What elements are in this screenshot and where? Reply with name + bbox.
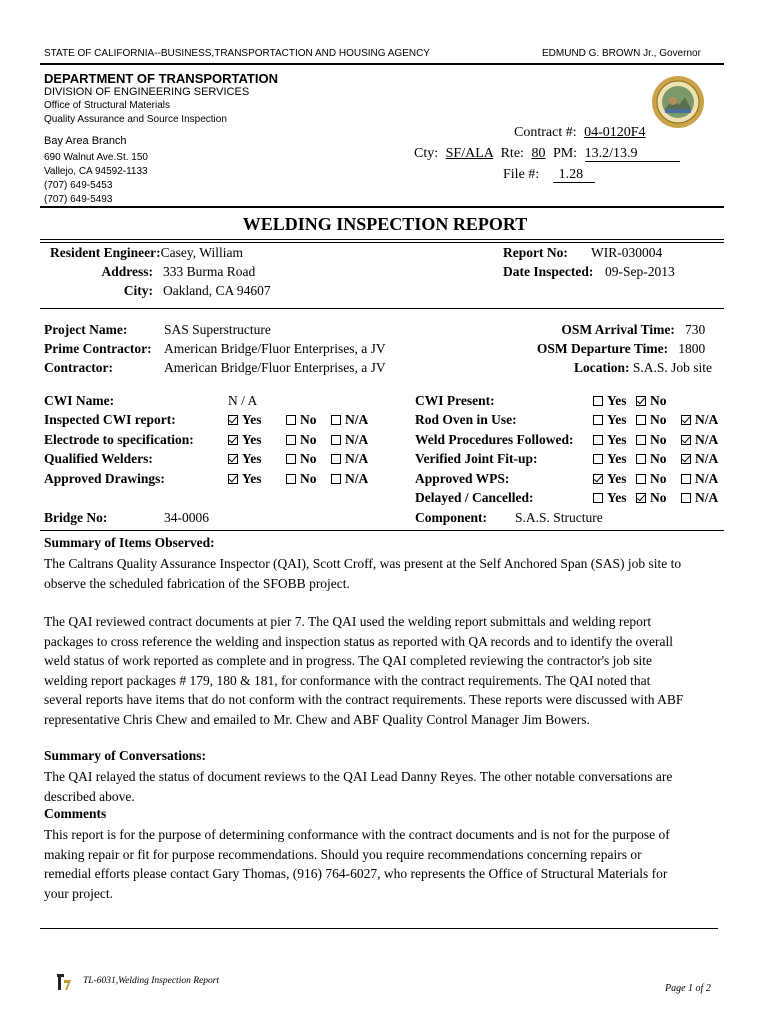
conversations-heading: Summary of Conversations: <box>44 748 206 763</box>
branch-name: Bay Area Branch <box>44 135 127 147</box>
yes-checkbox[interactable] <box>593 435 603 445</box>
project-name-label: Project Name: <box>44 322 128 337</box>
na-option <box>331 451 368 467</box>
no-checkbox[interactable] <box>636 493 646 503</box>
file-row <box>503 167 595 183</box>
na-label: N/A <box>695 432 719 447</box>
conversations-paragraph: The QAI relayed the status of document reviews to the QAI Lead Danny Reyes. The other notable conversations are described above. <box>44 769 673 804</box>
na-option <box>681 490 718 506</box>
component-label: Component: <box>415 510 488 525</box>
no-option <box>636 412 667 428</box>
departure-label: OSM Departure Time: <box>536 341 669 356</box>
no-option <box>286 451 317 467</box>
na-option <box>331 471 368 487</box>
yes-label: Yes <box>242 451 262 466</box>
top-rule <box>40 63 724 65</box>
na-checkbox[interactable] <box>681 493 691 503</box>
yes-label: Yes <box>242 412 262 427</box>
right-check-label: Verified Joint Fit-up: <box>415 451 538 466</box>
yes-checkbox[interactable] <box>593 396 603 406</box>
page-of: of <box>695 983 704 994</box>
yes-checkbox[interactable] <box>593 415 603 425</box>
title-rule-1 <box>40 239 724 240</box>
na-checkbox[interactable] <box>331 415 341 425</box>
city-value: Oakland, CA 94607 <box>163 283 271 298</box>
resident-engineer <box>50 245 243 261</box>
contractor-label: Contractor: <box>44 360 113 375</box>
report-no-value: WIR-030004 <box>591 245 663 260</box>
form-number: TL-6031,Welding Inspection Report <box>83 976 220 986</box>
left-check-label: Inspected CWI report: <box>44 412 176 427</box>
prime-contractor-value: American Bridge/Fluor Enterprises, a JV <box>164 341 386 356</box>
na-checkbox[interactable] <box>331 454 341 464</box>
report-title: WELDING INSPECTION REPORT <box>242 214 528 234</box>
bridge-no-value: 34-0006 <box>164 510 209 525</box>
na-checkbox[interactable] <box>331 435 341 445</box>
no-checkbox[interactable] <box>286 415 296 425</box>
departure-row <box>537 341 712 357</box>
address-label: Address: <box>101 264 153 279</box>
no-label: No <box>650 451 667 466</box>
observed-paragraph-1: The Caltrans Quality Assurance Inspector (QAI), Scott Croff, was present at the Self Anchored Span (SAS) job site to observe the scheduled fabrication of the SFOBB project. <box>44 556 682 591</box>
right-check-label: Weld Procedures Followed: <box>415 432 574 447</box>
location-value: S.A.S. Job site <box>632 360 712 375</box>
left-check-label: Approved Drawings: <box>44 471 165 486</box>
departure-value: 1800 <box>678 341 706 356</box>
page-number: 1 <box>688 983 694 994</box>
yes-label: Yes <box>607 393 627 408</box>
no-option <box>636 451 667 467</box>
left-check-label: Qualified Welders: <box>44 451 153 466</box>
page-prefix: Page <box>665 983 686 994</box>
no-label: No <box>300 412 317 427</box>
na-label: N/A <box>695 412 719 427</box>
office-line-2: Quality Assurance and Source Inspection <box>44 114 227 125</box>
branch-phone-1: (707) 649-5453 <box>44 180 113 191</box>
page-indicator <box>665 983 711 994</box>
na-checkbox[interactable] <box>681 454 691 464</box>
no-label: No <box>300 471 317 486</box>
yes-checkbox[interactable] <box>228 474 238 484</box>
yes-checkbox[interactable] <box>593 493 603 503</box>
cty-value: SF/ALA <box>445 146 494 161</box>
no-checkbox[interactable] <box>636 454 646 464</box>
checks-rule <box>40 530 724 531</box>
yes-option <box>593 490 627 506</box>
na-option <box>681 432 718 448</box>
no-checkbox[interactable] <box>636 415 646 425</box>
no-label: No <box>650 412 667 427</box>
report-no-label: Report No: <box>503 245 568 260</box>
file-value: 1.28 <box>553 167 595 183</box>
branch-address-2: Vallejo, CA 94592-1133 <box>44 166 148 177</box>
arrival-value: 730 <box>685 322 706 337</box>
pm-value: 13.2/13.9 <box>585 146 680 162</box>
yes-label: Yes <box>242 471 262 486</box>
engineer-label: Resident Engineer: <box>50 245 161 260</box>
title-rule-2 <box>40 242 724 243</box>
yes-label: Yes <box>607 412 627 427</box>
department-title: DEPARTMENT OF TRANSPORTATION <box>44 71 278 86</box>
na-label: N/A <box>695 490 719 505</box>
yes-option <box>228 471 262 487</box>
no-checkbox[interactable] <box>286 454 296 464</box>
engineer-value: Casey, William <box>160 245 243 260</box>
na-option <box>331 412 368 428</box>
branch-address-1: 690 Walnut Ave.St. 150 <box>44 152 148 163</box>
yes-option <box>228 412 262 428</box>
location-label: Location: <box>573 360 630 375</box>
pm-label: PM: <box>552 146 578 161</box>
no-checkbox[interactable] <box>286 435 296 445</box>
cwi-name-value: N / A <box>228 393 258 408</box>
project-name-value: SAS Superstructure <box>164 322 271 337</box>
yes-checkbox[interactable] <box>593 454 603 464</box>
na-option <box>681 471 718 487</box>
na-label: N/A <box>345 471 369 486</box>
division-name: DIVISION OF ENGINEERING SERVICES <box>44 86 250 98</box>
city-label: City: <box>123 283 153 298</box>
location-field <box>574 360 712 376</box>
no-checkbox[interactable] <box>286 474 296 484</box>
no-checkbox[interactable] <box>636 435 646 445</box>
na-option <box>681 451 718 467</box>
no-label: No <box>300 432 317 447</box>
address-value: 333 Burma Road <box>163 264 256 279</box>
no-option <box>636 432 667 448</box>
yes-checkbox[interactable] <box>228 415 238 425</box>
branch-phone-2: (707) 649-5493 <box>44 194 113 205</box>
yes-option <box>593 451 627 467</box>
resident-rule <box>40 308 724 309</box>
na-option <box>681 412 718 428</box>
caltrans-logo-icon <box>55 972 73 992</box>
left-check-label: Electrode to specification: <box>44 432 194 447</box>
yes-checkbox[interactable] <box>228 454 238 464</box>
na-checkbox[interactable] <box>681 474 691 484</box>
no-option <box>636 471 667 487</box>
no-label: No <box>300 451 317 466</box>
yes-option <box>228 432 262 448</box>
right-check-label: Approved WPS: <box>415 471 510 486</box>
na-checkbox[interactable] <box>681 435 691 445</box>
na-checkbox[interactable] <box>681 415 691 425</box>
na-option <box>331 432 368 448</box>
rte-label: Rte: <box>500 146 524 161</box>
yes-label: Yes <box>607 432 627 447</box>
yes-checkbox[interactable] <box>228 435 238 445</box>
yes-label: Yes <box>607 490 627 505</box>
no-option <box>636 393 667 409</box>
no-label: No <box>650 393 667 408</box>
cty-label: Cty: <box>414 146 439 161</box>
yes-label: Yes <box>607 451 627 466</box>
arrival-row <box>561 322 712 338</box>
observed-paragraph-2: The QAI reviewed contract documents at pier 7. The QAI used the welding report submittals and welding report packages to cross reference the welding and inspection status as reported with QA records and to identify the overall weld status of work reported as complete and in progress. The QAI completed reviewing the contractor's job site welding report packages # 179, 180 & 181, for conformance with the contract requirements. The QAI noted that several reports have items that do not conform with the contract requirements. These reports were discussed with ABF representative Chris Chew and emailed to Mr. Chew and ABF Quality Control Manager Jim Bowers. <box>44 614 684 727</box>
yes-option <box>593 432 627 448</box>
na-label: N/A <box>345 432 369 447</box>
right-check-label: Rod Oven in Use: <box>415 412 517 427</box>
page-total: 2 <box>705 983 711 994</box>
prime-contractor-label: Prime Contractor: <box>44 341 152 356</box>
date-label: Date Inspected: <box>503 264 594 279</box>
no-checkbox[interactable] <box>636 396 646 406</box>
no-label: No <box>650 432 667 447</box>
bridge-no-label: Bridge No: <box>44 510 108 525</box>
file-label: File #: <box>503 167 540 182</box>
date-value: 09-Sep-2013 <box>605 264 675 279</box>
yes-option <box>593 412 627 428</box>
yes-label: Yes <box>242 432 262 447</box>
rte-value: 80 <box>531 146 546 161</box>
cwi-name-label: CWI Name: <box>44 393 115 408</box>
footer-rule <box>40 928 718 929</box>
right-check-label: Delayed / Cancelled: <box>415 490 534 505</box>
header-rule <box>40 206 724 208</box>
na-label: N/A <box>695 451 719 466</box>
contractor-value: American Bridge/Fluor Enterprises, a JV <box>164 360 386 375</box>
agency-line: STATE OF CALIFORNIA--BUSINESS,TRANSPORTACTION AND HOUSING AGENCY <box>44 48 430 59</box>
observed-heading: Summary of Items Observed: <box>44 535 215 550</box>
no-option <box>286 432 317 448</box>
contract-row <box>514 125 646 141</box>
contract-number: 04-0120F4 <box>584 125 646 140</box>
na-checkbox[interactable] <box>331 474 341 484</box>
yes-option <box>593 471 627 487</box>
no-label: No <box>650 490 667 505</box>
yes-label: Yes <box>607 471 627 486</box>
arrival-label: OSM Arrival Time: <box>561 322 675 337</box>
state-seal-icon <box>651 75 705 129</box>
right-check-label: CWI Present: <box>415 393 495 408</box>
no-option <box>286 471 317 487</box>
comments-paragraph: This report is for the purpose of determining conformance with the contract documents and is not for the purpose of making repair or fit for purpose recommendations. Should you require recommendations concerning repairs or remedial efforts please contact Gary Thomas, (916) 764-6027, who represents the Office of Structural Materials for your project. <box>44 827 670 901</box>
location-row <box>414 146 680 162</box>
office-line-1: Office of Structural Materials <box>44 100 170 111</box>
no-checkbox[interactable] <box>636 474 646 484</box>
contract-label: Contract #: <box>514 125 577 140</box>
na-label: N/A <box>345 451 369 466</box>
na-label: N/A <box>345 412 369 427</box>
yes-option <box>228 451 262 467</box>
no-option <box>286 412 317 428</box>
component-value: S.A.S. Structure <box>515 510 603 525</box>
no-label: No <box>650 471 667 486</box>
no-option <box>636 490 667 506</box>
yes-checkbox[interactable] <box>593 474 603 484</box>
yes-option <box>593 393 627 409</box>
governor-line: EDMUND G. BROWN Jr., Governor <box>542 48 701 59</box>
comments-heading: Comments <box>44 806 107 821</box>
na-label: N/A <box>695 471 719 486</box>
